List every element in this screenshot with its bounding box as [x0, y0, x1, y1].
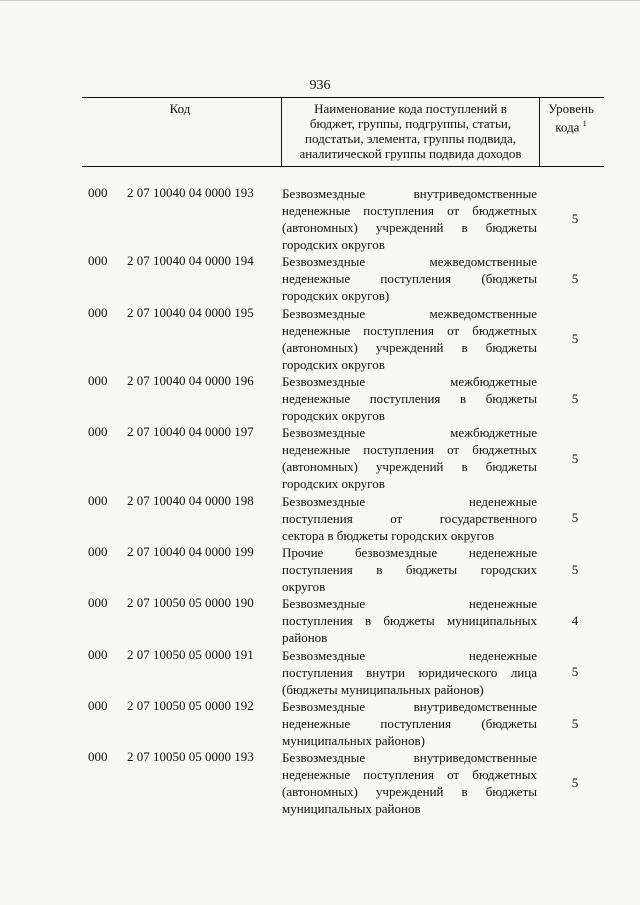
name-line: Безвозмездные межбюджетные: [282, 425, 537, 441]
name-line: городских округов: [282, 408, 385, 424]
table-row: [0, 647, 640, 698]
header-name-line: Наименование кода поступлений в: [314, 101, 507, 116]
code-level: 5: [571, 664, 579, 680]
table-row: [0, 595, 640, 646]
table-row: [0, 185, 640, 253]
page-number: 936: [309, 78, 331, 93]
income-code: 2 07 10040 04 0000 197: [127, 424, 254, 440]
income-code: 2 07 10040 04 0000 196: [127, 373, 254, 389]
admin-code: 000: [88, 646, 108, 662]
name-line: неденежные поступления от бюджетных: [282, 767, 537, 783]
table-row: [0, 493, 640, 544]
scan-edge: [0, 0, 640, 1]
name-line: Безвозмездные межведомственные: [282, 254, 537, 270]
header-name: [281, 98, 540, 166]
admin-code: 000: [88, 373, 108, 389]
code-level: 5: [571, 715, 579, 731]
code-level: 5: [571, 330, 579, 346]
name-line: неденежные поступления (бюджеты: [282, 271, 537, 287]
name-line: поступления в бюджеты муниципальных: [282, 613, 537, 629]
footnote-marker: 1: [582, 119, 587, 128]
income-name: [282, 698, 537, 749]
header-name-line: подстатьи, элемента, группы подвида,: [305, 131, 516, 146]
code-level: 5: [571, 211, 579, 227]
income-code: 2 07 10050 05 0000 192: [127, 697, 254, 713]
income-code: 2 07 10040 04 0000 193: [127, 185, 254, 200]
name-line: (автономных) учреждений в бюджеты: [282, 784, 537, 800]
name-line: муниципальных районов): [282, 732, 425, 748]
header-name-line: аналитической группы подвида доходов: [299, 146, 522, 161]
name-line: (автономных) учреждений в бюджеты: [282, 459, 537, 475]
admin-code: 000: [88, 544, 108, 560]
admin-code: 000: [88, 595, 108, 611]
income-code: 2 07 10040 04 0000 199: [127, 544, 254, 560]
table-row: [0, 424, 640, 492]
code-level: 5: [571, 510, 579, 526]
header-level-line: кода $^1$: [555, 119, 587, 135]
table-row: [0, 253, 640, 304]
name-line: округов: [282, 579, 326, 595]
name-line: Безвозмездные внутриведомственные: [282, 750, 537, 766]
income-code: 2 07 10050 05 0000 193: [127, 749, 254, 765]
name-line: (автономных) учреждений в бюджеты: [282, 220, 537, 235]
table-row: [0, 749, 640, 817]
name-line: городских округов): [282, 288, 390, 304]
income-code: 2 07 10050 05 0000 190: [127, 595, 254, 611]
name-line: Безвозмездные межведомственные: [282, 305, 537, 321]
table-row: [0, 305, 640, 373]
name-line: Безвозмездные внутриведомственные: [282, 698, 537, 714]
name-line: городских округов: [282, 237, 385, 252]
name-line: Безвозмездные неденежные: [282, 647, 537, 663]
income-name: [282, 493, 537, 544]
admin-code: 000: [88, 424, 108, 440]
table-header: [82, 97, 604, 167]
admin-code: 000: [88, 253, 108, 269]
name-line: Безвозмездные межбюджетные: [282, 374, 537, 390]
name-line: районов: [282, 630, 328, 646]
name-line: городских округов: [282, 356, 385, 372]
income-name: [282, 185, 537, 253]
admin-code: 000: [88, 185, 108, 200]
admin-code: 000: [88, 697, 108, 713]
income-code: 2 07 10040 04 0000 195: [127, 304, 254, 320]
name-line: Безвозмездные внутриведомственные: [282, 186, 537, 201]
name-line: неденежные поступления (бюджеты: [282, 715, 537, 731]
header-level: [538, 98, 604, 166]
code-level: 5: [571, 271, 579, 287]
income-code: 2 07 10050 05 0000 191: [127, 646, 254, 662]
income-code: 2 07 10040 04 0000 198: [127, 492, 254, 508]
name-line: (бюджеты муниципальных районов): [282, 681, 484, 697]
name-line: Безвозмездные неденежные: [282, 596, 537, 612]
header-code: Код: [169, 101, 191, 116]
income-name: [282, 647, 537, 698]
name-line: поступления внутри юридического лица: [282, 664, 537, 680]
income-name: [282, 595, 537, 646]
admin-code: 000: [88, 304, 108, 320]
name-line: (автономных) учреждений в бюджеты: [282, 339, 537, 355]
income-name: [282, 749, 537, 817]
name-line: Прочие безвозмездные неденежные: [282, 545, 537, 561]
name-line: городских округов: [282, 476, 385, 492]
header-level-line: Уровень: [548, 101, 594, 116]
name-line: Безвозмездные неденежные: [282, 493, 537, 509]
name-line: поступления от государственного: [282, 510, 537, 526]
name-line: неденежные поступления от бюджетных: [282, 322, 537, 338]
name-line: неденежные поступления в бюджеты: [282, 391, 537, 407]
name-line: неденежные поступления от бюджетных: [282, 203, 537, 218]
income-name: [282, 253, 537, 304]
table-row: [0, 373, 640, 424]
table-row: [0, 698, 640, 749]
name-line: поступления в бюджеты городских: [282, 562, 537, 578]
income-name: [282, 544, 537, 595]
code-level: 5: [571, 775, 579, 791]
income-name: [282, 373, 537, 424]
admin-code: 000: [88, 492, 108, 508]
income-code: 2 07 10040 04 0000 194: [127, 253, 254, 269]
name-line: сектора в бюджеты городских округов: [282, 527, 495, 543]
table-row: [0, 544, 640, 595]
code-level: 5: [571, 390, 579, 406]
code-level: 5: [571, 561, 579, 577]
income-name: [282, 424, 537, 492]
name-line: неденежные поступления от бюджетных: [282, 442, 537, 458]
code-level: 4: [571, 613, 579, 628]
name-line: муниципальных районов: [282, 801, 421, 817]
table-body: [0, 185, 640, 818]
header-name-line: бюджет, группы, подгруппы, статьи,: [309, 116, 512, 131]
code-level: 5: [571, 450, 579, 466]
income-name: [282, 305, 537, 373]
admin-code: 000: [88, 749, 108, 765]
